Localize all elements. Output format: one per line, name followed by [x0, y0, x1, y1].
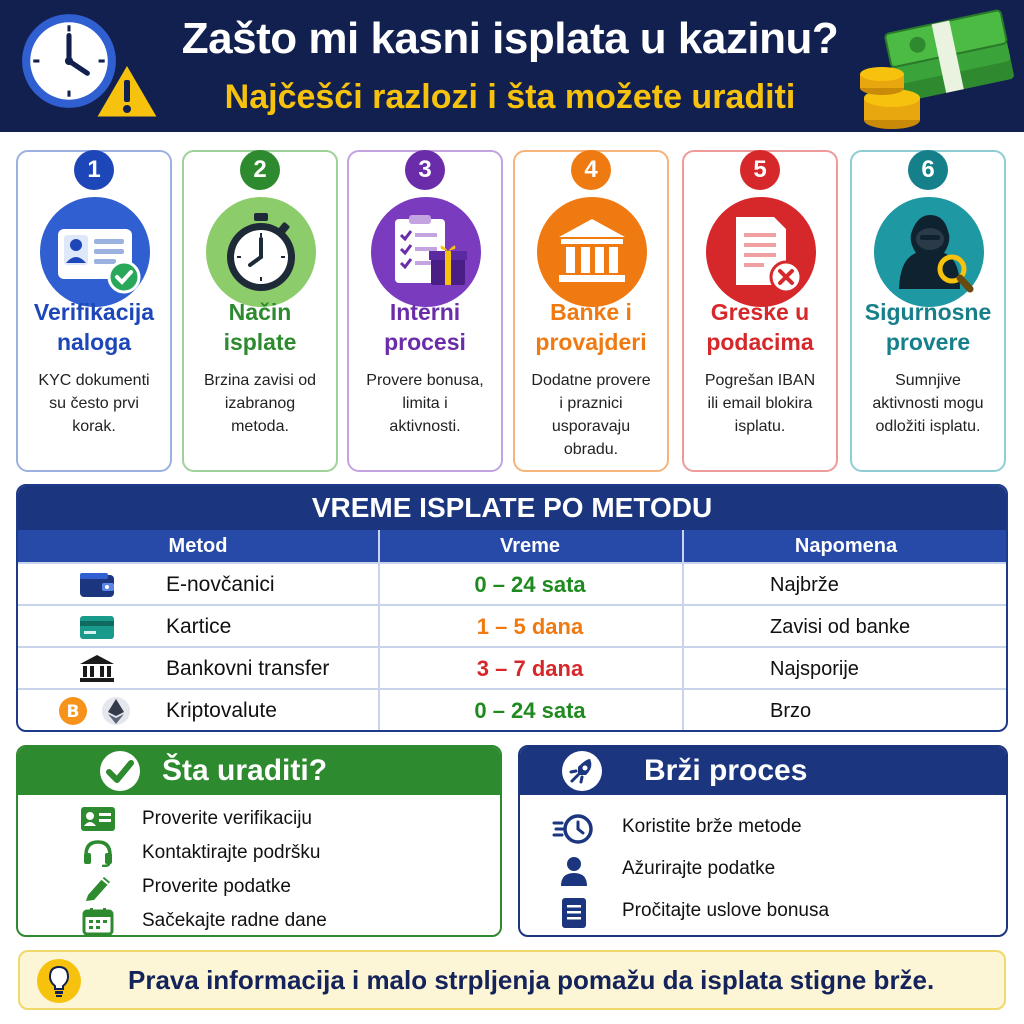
- table-row: [18, 604, 1006, 646]
- calendar-icon: [82, 907, 114, 935]
- card-description: obradu.: [563, 441, 619, 458]
- list-item: [18, 837, 500, 869]
- card-description: izabranog: [224, 395, 296, 412]
- credit-card-icon: [78, 612, 116, 642]
- card-description: Pogrešan IBAN: [704, 372, 816, 389]
- faster-item-label: Ažurirajte podatke: [622, 858, 776, 879]
- table-row: [18, 646, 1006, 688]
- card-number: 6: [908, 150, 948, 190]
- table-title: VREME ISPLATE PO METODU: [18, 486, 1006, 530]
- checklist-gift-icon: [371, 197, 481, 307]
- table-header: [18, 530, 1006, 562]
- table-row: [18, 562, 1006, 604]
- table-row: [18, 688, 1006, 730]
- column-divider: [682, 530, 684, 732]
- what-to-do-panel: [16, 745, 502, 937]
- list-item: [520, 811, 1006, 843]
- method-note: Najbrže: [770, 574, 839, 596]
- wallet-icon: [78, 570, 116, 600]
- list-item: [18, 905, 500, 937]
- card-title: Način: [228, 299, 292, 325]
- headset-icon: [82, 839, 114, 867]
- reason-card-verification: [16, 150, 172, 472]
- header-banner: [0, 0, 1024, 132]
- column-header-note: Napomena: [794, 535, 898, 557]
- faster-process-panel: [518, 745, 1008, 937]
- id-card-icon: [80, 805, 116, 833]
- reason-card-data-errors: [682, 150, 838, 472]
- reason-card-internal: [347, 150, 503, 472]
- card-title: Banke i: [550, 299, 632, 325]
- card-description: usporavaju: [551, 418, 631, 435]
- reason-card-security: [850, 150, 1006, 472]
- panel-title: Šta uraditi?: [162, 754, 328, 787]
- payout-time: 0 – 24 sata: [474, 572, 586, 597]
- panel-header: [520, 747, 1006, 795]
- column-divider: [378, 530, 380, 732]
- payout-time: 1 – 5 dana: [476, 614, 584, 639]
- method-name: Kriptovalute: [166, 699, 277, 722]
- pencil-icon: [82, 873, 114, 901]
- reason-card-method: [182, 150, 338, 472]
- card-number: 3: [405, 150, 445, 190]
- card-description: Sumnjive: [895, 372, 961, 389]
- card-description: korak.: [72, 418, 116, 435]
- id-card-icon: [40, 197, 150, 307]
- reason-card-banks: [513, 150, 669, 472]
- column-header-time: Vreme: [499, 535, 561, 557]
- card-title: podacima: [706, 329, 814, 355]
- card-number: 4: [571, 150, 611, 190]
- footer-text: Prava informacija i malo strpljenja pomažu da isplata stigne brže.: [128, 965, 935, 995]
- card-title: Greške u: [710, 299, 810, 325]
- card-description: aktivnosti.: [389, 418, 461, 435]
- bitcoin-ethereum-icon: [58, 696, 138, 726]
- card-number: 2: [240, 150, 280, 190]
- card-title: Verifikacija: [33, 299, 155, 325]
- rocket-icon: [560, 749, 604, 793]
- method-name: E-novčanici: [166, 573, 275, 596]
- card-description: KYC dokumenti: [38, 372, 150, 389]
- card-description: i praznici: [559, 395, 623, 412]
- payout-time-table: [16, 484, 1008, 732]
- bank-icon: [78, 654, 116, 684]
- stopwatch-icon: [206, 197, 316, 307]
- svg-text:B: B: [66, 702, 80, 722]
- card-title: Sigurnosne: [864, 299, 992, 325]
- footer-tip: [18, 950, 1006, 1010]
- faster-item-label: Koristite brže metode: [622, 816, 802, 837]
- card-title: naloga: [56, 329, 132, 355]
- column-header-method: Metod: [168, 535, 228, 557]
- card-description: isplatu.: [734, 418, 786, 435]
- card-title: provajderi: [535, 329, 647, 355]
- list-item: [520, 853, 1006, 885]
- card-description: limita i: [402, 395, 448, 412]
- todo-item-label: Sačekajte radne dane: [142, 910, 327, 931]
- card-number: 5: [740, 150, 780, 190]
- todo-item-label: Proverite podatke: [142, 876, 291, 897]
- card-title: provere: [885, 329, 971, 355]
- card-description: ili email blokira: [707, 395, 813, 412]
- method-name: Kartice: [166, 615, 232, 638]
- money-stack-icon: [852, 8, 1017, 132]
- card-description: metoda.: [231, 418, 289, 435]
- lightbulb-icon: [36, 958, 82, 1004]
- page-title: Zašto mi kasni isplata u kazinu?: [181, 14, 839, 63]
- card-description: Brzina zavisi od: [203, 372, 317, 389]
- method-note: Brzo: [770, 700, 812, 722]
- card-number: 1: [74, 150, 114, 190]
- method-note: Zavisi od banke: [770, 616, 911, 638]
- user-icon: [558, 855, 590, 887]
- card-description: su često prvi: [49, 395, 139, 412]
- list-item: [520, 895, 1006, 927]
- document-error-icon: [706, 197, 816, 307]
- list-item: [18, 871, 500, 903]
- todo-item-label: Kontaktirajte podršku: [142, 842, 321, 863]
- bank-icon: [537, 197, 647, 307]
- card-title: procesi: [384, 329, 466, 355]
- payout-time: 0 – 24 sata: [474, 698, 586, 723]
- hacker-magnifier-icon: [874, 197, 984, 307]
- panel-title: Brži proces: [644, 754, 808, 787]
- card-description: Provere bonusa,: [366, 372, 484, 389]
- card-description: odložiti isplatu.: [875, 418, 981, 435]
- faster-item-label: Pročitajte uslove bonusa: [622, 900, 830, 921]
- page-subtitle: Najčešći razlozi i šta možete uraditi: [224, 78, 796, 116]
- checkmark-circle-icon: [98, 749, 142, 793]
- method-name: Bankovni transfer: [166, 657, 330, 680]
- panel-header: [18, 747, 500, 795]
- payout-time: 3 – 7 dana: [476, 656, 584, 681]
- card-description: aktivnosti mogu: [872, 395, 984, 412]
- todo-item-label: Proverite verifikaciju: [142, 808, 312, 829]
- fast-clock-icon: [552, 813, 594, 845]
- document-icon: [560, 897, 588, 929]
- list-item: [18, 803, 500, 835]
- card-description: Dodatne provere: [531, 372, 651, 389]
- card-title: isplate: [223, 329, 297, 355]
- card-title: Interni: [389, 299, 461, 325]
- method-note: Najsporije: [770, 658, 859, 680]
